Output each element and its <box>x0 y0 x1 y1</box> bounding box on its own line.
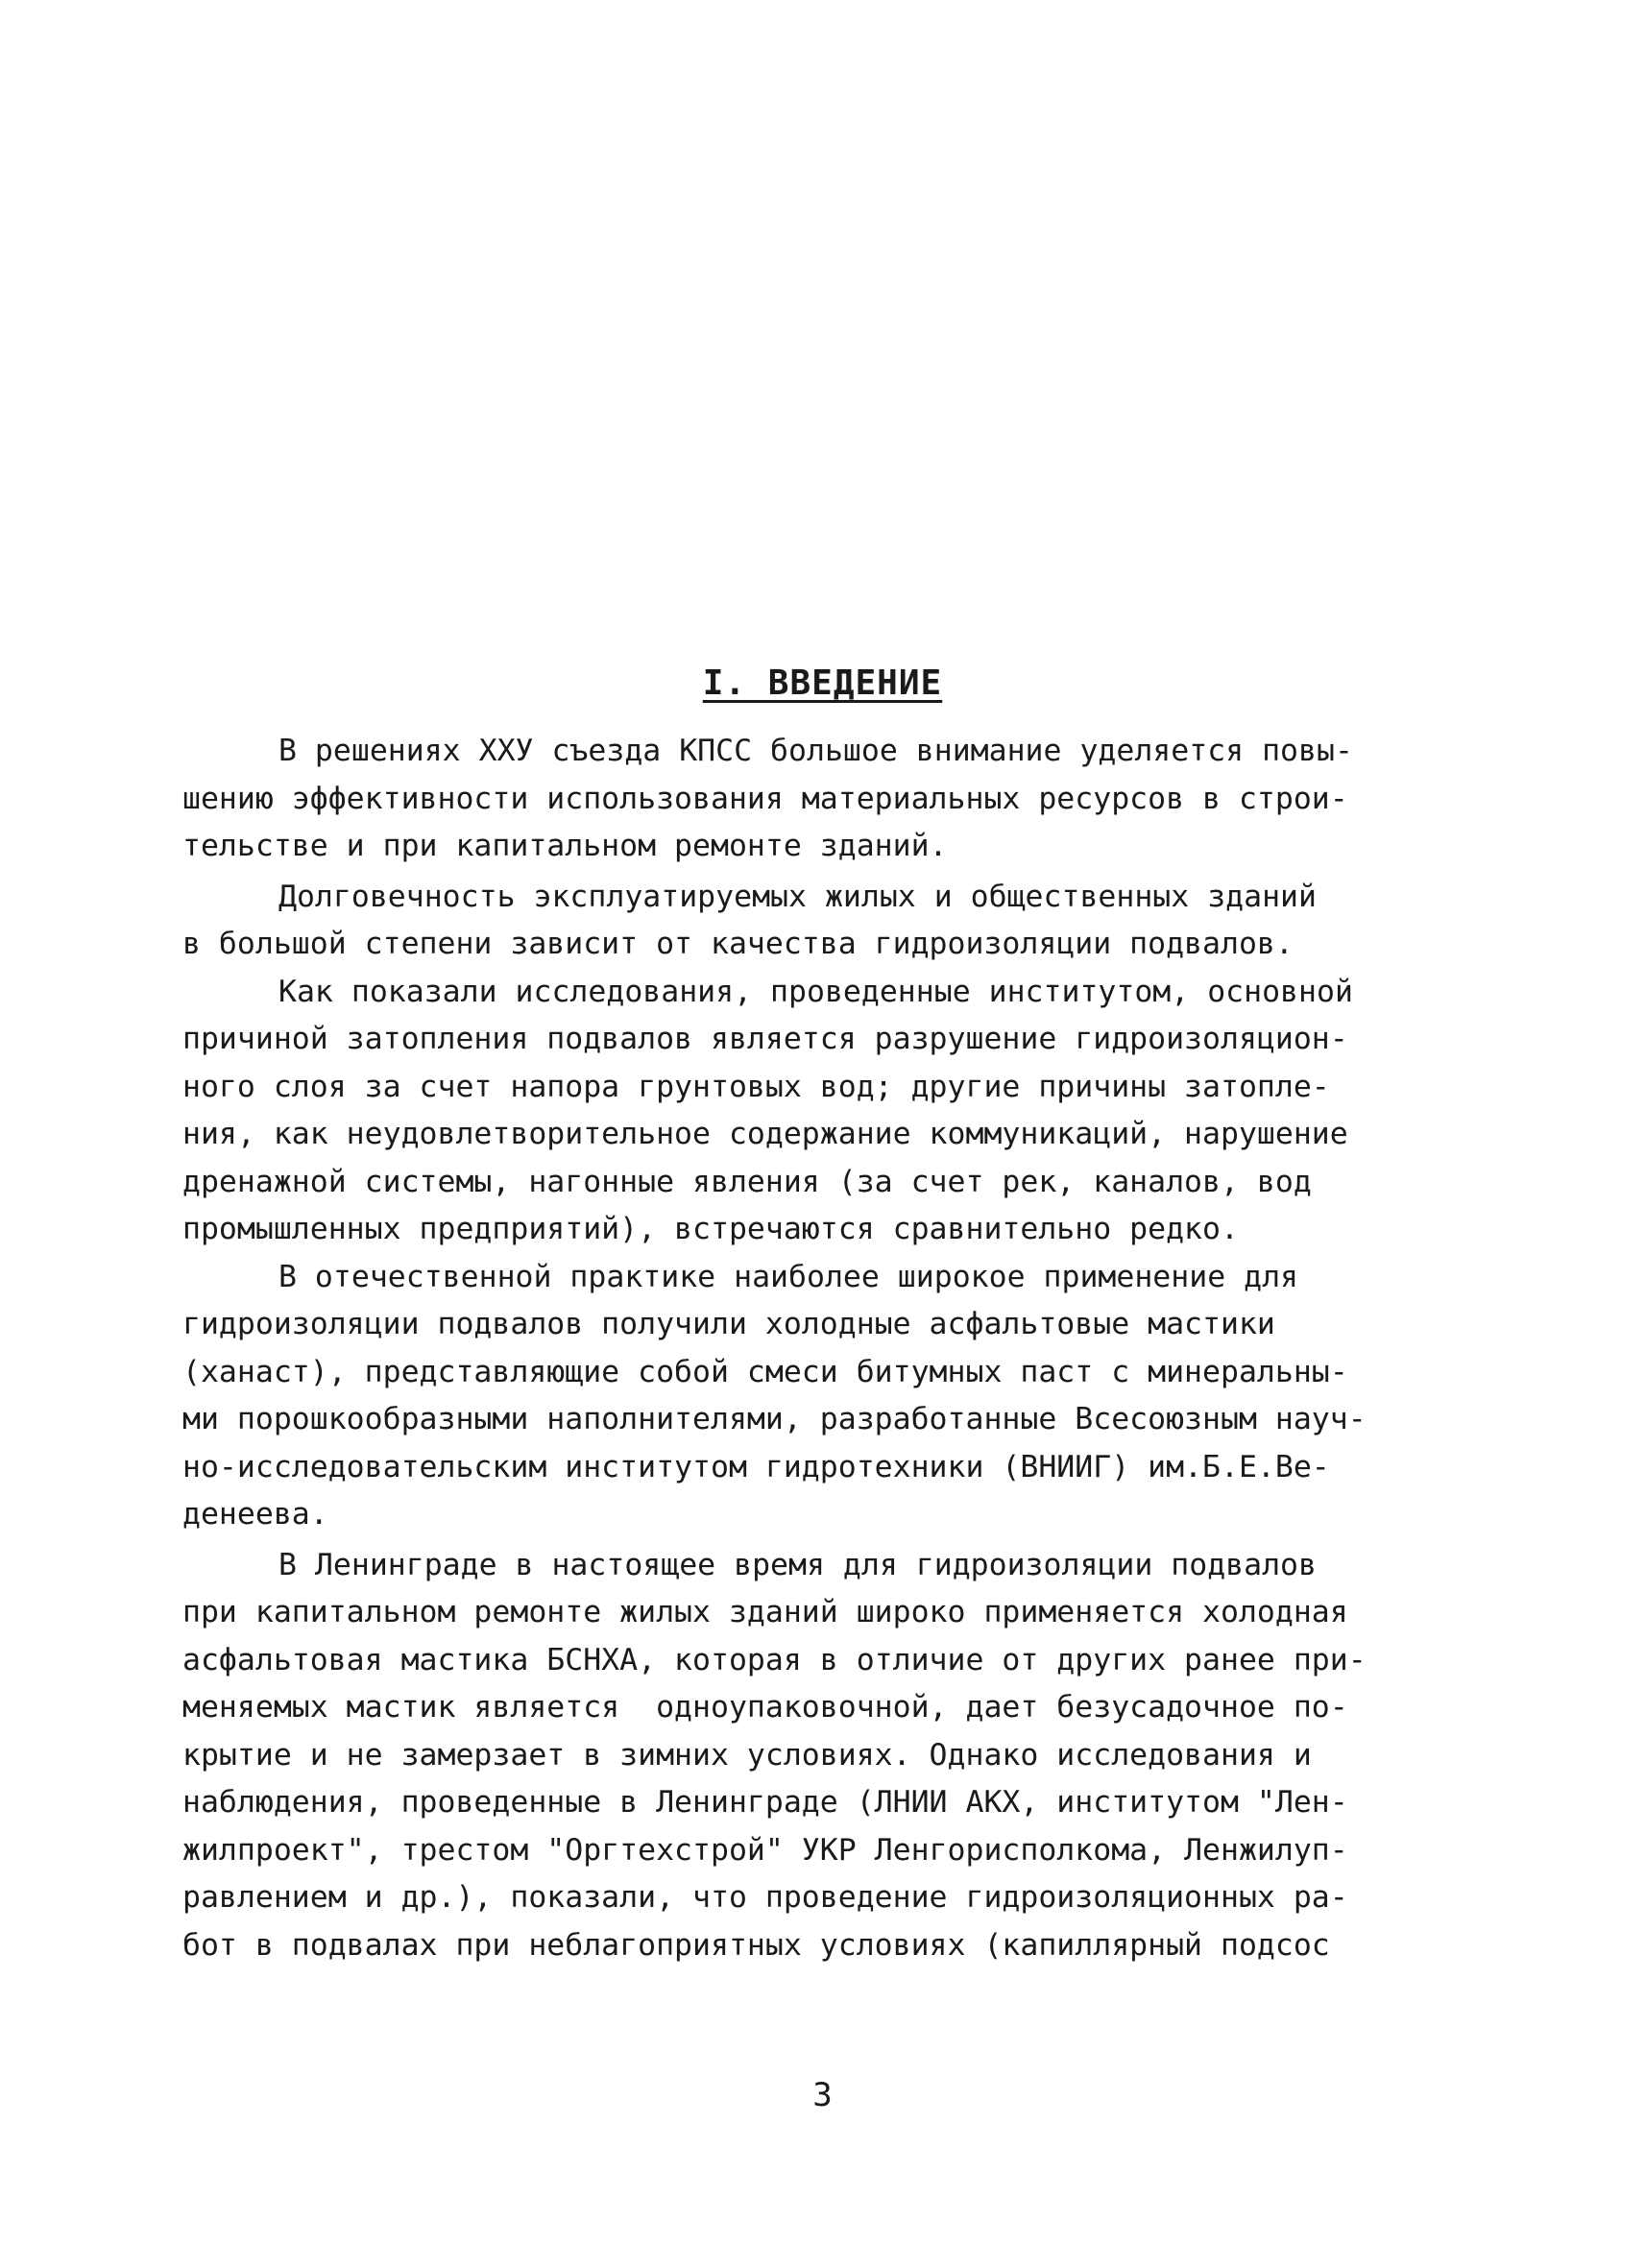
body-text <box>182 728 1460 1969</box>
text-line: в большой степени зависит от качества гидроизоляции подвалов. <box>182 927 1294 961</box>
text-line: при капитальном ремонте жилых зданий широко применяется холодная <box>182 1595 1348 1629</box>
text-line: асфальтовая мастика БСНХА, которая в отличие от других ранее при- <box>182 1642 1367 1677</box>
text-line: ния, как неудовлетворительное содержание коммуникаций, нарушение <box>182 1117 1348 1151</box>
page-number: 3 <box>812 2076 833 2114</box>
text-line: денеева. <box>182 1497 328 1532</box>
text-line: Как показали исследования, проведенные институтом, основной <box>278 974 1353 1009</box>
text-line: бот в подвалах при неблагоприятных условиях (капиллярный подсос <box>182 1927 1330 1963</box>
text-line: меняемых мастик является одноупаковочной, дает безусадочное по- <box>182 1690 1348 1725</box>
text-line: гидроизоляции подвалов получили холодные асфальтовые мастики <box>182 1307 1275 1341</box>
text-line: жилпроект", трестом "Оргтехстрой" УКР Ленгорисполкома, Ленжилуп- <box>182 1832 1348 1868</box>
text-line: тельстве и при капитальном ремонте зданий. <box>182 829 948 863</box>
text-line: В отечественной практике наиболее широкое применение для <box>278 1259 1299 1294</box>
text-line: Долговечность эксплуатируемых жилых и общественных зданий <box>278 879 1317 914</box>
text-line: равлением и др.), показали, что проведение гидроизоляционных ра- <box>182 1880 1348 1915</box>
text-line: В Ленинграде в настоящее время для гидроизоляции подвалов <box>278 1547 1317 1582</box>
text-line: ми порошкообразными наполнителями, разработанные Всесоюзным науч- <box>182 1402 1367 1436</box>
text-line: причиной затопления подвалов является разрушение гидроизоляцион- <box>182 1022 1348 1056</box>
section-heading: I. ВВЕДЕНИЕ <box>702 664 943 703</box>
text-line: промышленных предприятий), встречаются сравнительно редко. <box>182 1212 1239 1246</box>
text-line: шению эффективности использования материальных ресурсов в строи- <box>182 781 1348 816</box>
text-line: В решениях ХХУ съезда КПСС большое внимание уделяется повы- <box>278 734 1353 768</box>
text-line: но-исследовательским институтом гидротехники (ВНИИГ) им.Б.Е.Ве- <box>182 1449 1330 1484</box>
text-line: крытие и не замерзает в зимних условиях. Однако исследования и <box>182 1737 1312 1773</box>
text-line: дренажной системы, нагонные явления (за счет рек, каналов, вод <box>182 1164 1312 1199</box>
text-line: ного слоя за счет напора грунтовых вод; другие причины затопле- <box>182 1069 1330 1104</box>
text-line: (ханаст), представляющие собой смеси битумных паст с минеральны- <box>182 1354 1348 1389</box>
text-line: наблюдения, проведенные в Ленинграде (ЛНИИ АКХ, институтом "Лен- <box>182 1785 1348 1820</box>
